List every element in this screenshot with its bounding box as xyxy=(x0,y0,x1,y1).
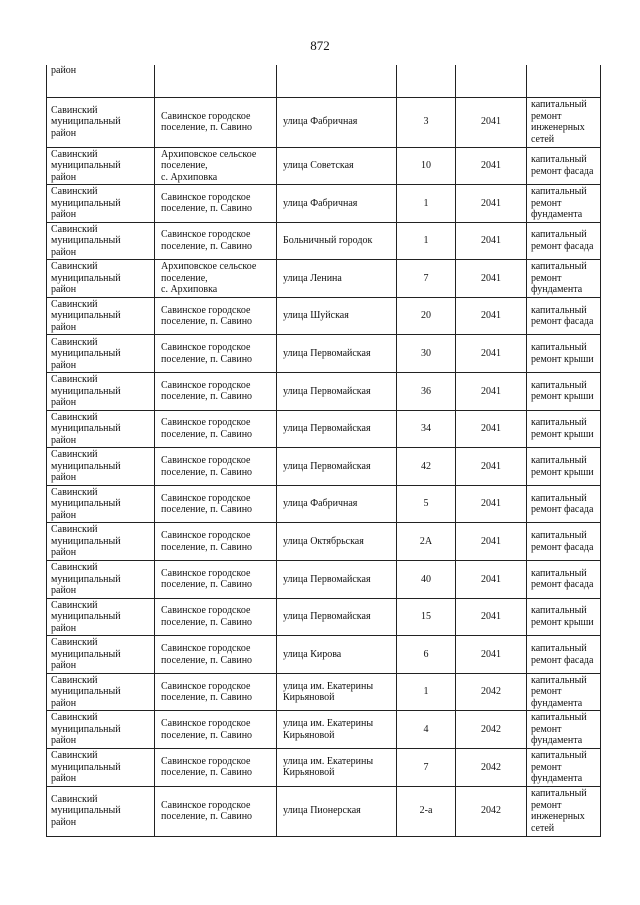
cell-year: 2041 xyxy=(456,97,527,147)
cell-house: 15 xyxy=(397,598,456,636)
cell-house xyxy=(397,65,456,97)
cell-house: 30 xyxy=(397,335,456,373)
cell-house: 1 xyxy=(397,185,456,223)
cell-settlement: Савинское городское поселение, п. Савино xyxy=(155,222,277,260)
cell-work: капитальный ремонт крыши xyxy=(527,448,601,486)
cell-settlement: Савинское городское поселение, п. Савино xyxy=(155,185,277,223)
table-row xyxy=(47,185,601,223)
cell-street: улица Кирова xyxy=(277,636,397,674)
cell-year: 2041 xyxy=(456,260,527,298)
cell-house: 2А xyxy=(397,523,456,561)
cell-street: улица Первомайская xyxy=(277,373,397,411)
cell-district: Савинский муниципальный район xyxy=(47,786,155,836)
cell-year: 2041 xyxy=(456,147,527,185)
cell-year: 2042 xyxy=(456,749,527,787)
repair-schedule-table xyxy=(46,65,601,837)
cell-settlement: Савинское городское поселение, п. Савино xyxy=(155,598,277,636)
cell-house: 6 xyxy=(397,636,456,674)
table-row xyxy=(47,410,601,448)
cell-settlement: Архиповское сельское поселение, с. Архиповка xyxy=(155,260,277,298)
cell-work: капитальный ремонт фасада xyxy=(527,297,601,335)
cell-street: улица Ленина xyxy=(277,260,397,298)
cell-street: Больничный городок xyxy=(277,222,397,260)
table-row xyxy=(47,260,601,298)
cell-house: 7 xyxy=(397,749,456,787)
cell-house: 1 xyxy=(397,673,456,711)
cell-settlement: Савинское городское поселение, п. Савино xyxy=(155,673,277,711)
table-row-continued xyxy=(47,65,601,97)
cell-house: 42 xyxy=(397,448,456,486)
cell-work: капитальный ремонт фасада xyxy=(527,485,601,523)
cell-settlement: Савинское городское поселение, п. Савино xyxy=(155,561,277,599)
cell-street: улица Фабричная xyxy=(277,97,397,147)
page-number: 872 xyxy=(310,38,330,53)
cell-street: улица Первомайская xyxy=(277,598,397,636)
table-row xyxy=(47,636,601,674)
cell-settlement: Савинское городское поселение, п. Савино xyxy=(155,448,277,486)
cell-district: Савинский муниципальный район xyxy=(47,222,155,260)
table-row xyxy=(47,485,601,523)
cell-settlement: Савинское городское поселение, п. Савино xyxy=(155,636,277,674)
cell-house: 4 xyxy=(397,711,456,749)
cell-street: улица им. Екатерины Кирьяновой xyxy=(277,749,397,787)
cell-street: улица им. Екатерины Кирьяновой xyxy=(277,711,397,749)
cell-work: капитальный ремонт крыши xyxy=(527,335,601,373)
cell-year: 2041 xyxy=(456,335,527,373)
cell-year: 2042 xyxy=(456,786,527,836)
cell-year: 2041 xyxy=(456,410,527,448)
cell-district: Савинский муниципальный район xyxy=(47,711,155,749)
cell-street: улица Первомайская xyxy=(277,561,397,599)
cell-district: Савинский муниципальный район xyxy=(47,297,155,335)
table-row xyxy=(47,373,601,411)
table-row xyxy=(47,561,601,599)
cell-settlement: Савинское городское поселение, п. Савино xyxy=(155,373,277,411)
cell-settlement: Савинское городское поселение, п. Савино xyxy=(155,297,277,335)
table-row xyxy=(47,335,601,373)
cell-work: капитальный ремонт крыши xyxy=(527,598,601,636)
table-row xyxy=(47,673,601,711)
cell-district: Савинский муниципальный район xyxy=(47,448,155,486)
table-row xyxy=(47,147,601,185)
cell-district: район xyxy=(47,65,155,97)
cell-work: капитальный ремонт фундамента xyxy=(527,711,601,749)
cell-street: улица Первомайская xyxy=(277,448,397,486)
cell-settlement: Савинское городское поселение, п. Савино xyxy=(155,335,277,373)
cell-district: Савинский муниципальный район xyxy=(47,673,155,711)
cell-house: 3 xyxy=(397,97,456,147)
cell-work: капитальный ремонт фундамента xyxy=(527,260,601,298)
cell-work: капитальный ремонт инженерных сетей xyxy=(527,786,601,836)
cell-house: 20 xyxy=(397,297,456,335)
cell-work: капитальный ремонт фундамента xyxy=(527,673,601,711)
cell-house: 5 xyxy=(397,485,456,523)
cell-street: улица им. Екатерины Кирьяновой xyxy=(277,673,397,711)
cell-year: 2041 xyxy=(456,598,527,636)
table-row xyxy=(47,297,601,335)
cell-street: улица Фабричная xyxy=(277,185,397,223)
cell-street: улица Октябрьская xyxy=(277,523,397,561)
cell-district: Савинский муниципальный район xyxy=(47,260,155,298)
cell-street: улица Шуйская xyxy=(277,297,397,335)
table-row xyxy=(47,786,601,836)
cell-house: 40 xyxy=(397,561,456,599)
cell-work: капитальный ремонт крыши xyxy=(527,410,601,448)
cell-street: улица Первомайская xyxy=(277,335,397,373)
cell-work: капитальный ремонт фасада xyxy=(527,147,601,185)
cell-settlement: Савинское городское поселение, п. Савино xyxy=(155,711,277,749)
cell-year: 2041 xyxy=(456,561,527,599)
cell-house: 36 xyxy=(397,373,456,411)
cell-street: улица Фабричная xyxy=(277,485,397,523)
table-row xyxy=(47,598,601,636)
cell-house: 1 xyxy=(397,222,456,260)
cell-district: Савинский муниципальный район xyxy=(47,636,155,674)
cell-year: 2042 xyxy=(456,711,527,749)
cell-year: 2041 xyxy=(456,373,527,411)
cell-work: капитальный ремонт инженерных сетей xyxy=(527,97,601,147)
cell-district: Савинский муниципальный район xyxy=(47,147,155,185)
cell-year: 2041 xyxy=(456,523,527,561)
cell-work: капитальный ремонт фасада xyxy=(527,523,601,561)
cell-work: капитальный ремонт фасада xyxy=(527,222,601,260)
cell-district: Савинский муниципальный район xyxy=(47,97,155,147)
cell-district: Савинский муниципальный район xyxy=(47,185,155,223)
cell-house: 10 xyxy=(397,147,456,185)
cell-year: 2041 xyxy=(456,485,527,523)
cell-settlement: Савинское городское поселение, п. Савино xyxy=(155,523,277,561)
cell-district: Савинский муниципальный район xyxy=(47,749,155,787)
cell-district: Савинский муниципальный район xyxy=(47,410,155,448)
cell-settlement: Савинское городское поселение, п. Савино xyxy=(155,749,277,787)
table-row xyxy=(47,749,601,787)
table-row xyxy=(47,448,601,486)
cell-house: 34 xyxy=(397,410,456,448)
cell-work xyxy=(527,65,601,97)
cell-house: 7 xyxy=(397,260,456,298)
cell-year: 2041 xyxy=(456,636,527,674)
cell-work: капитальный ремонт фасада xyxy=(527,561,601,599)
cell-settlement: Савинское городское поселение, п. Савино xyxy=(155,410,277,448)
cell-year: 2042 xyxy=(456,673,527,711)
cell-street: улица Первомайская xyxy=(277,410,397,448)
cell-year: 2041 xyxy=(456,185,527,223)
cell-year: 2041 xyxy=(456,448,527,486)
cell-settlement: Архиповское сельское поселение, с. Архиповка xyxy=(155,147,277,185)
cell-year xyxy=(456,65,527,97)
cell-district: Савинский муниципальный район xyxy=(47,373,155,411)
cell-settlement: Савинское городское поселение, п. Савино xyxy=(155,97,277,147)
cell-work: капитальный ремонт фасада xyxy=(527,636,601,674)
cell-settlement xyxy=(155,65,277,97)
cell-year: 2041 xyxy=(456,297,527,335)
cell-district: Савинский муниципальный район xyxy=(47,523,155,561)
cell-district: Савинский муниципальный район xyxy=(47,561,155,599)
cell-district: Савинский муниципальный район xyxy=(47,598,155,636)
cell-settlement: Савинское городское поселение, п. Савино xyxy=(155,485,277,523)
cell-year: 2041 xyxy=(456,222,527,260)
table-row xyxy=(47,523,601,561)
cell-house: 2-а xyxy=(397,786,456,836)
cell-district: Савинский муниципальный район xyxy=(47,485,155,523)
cell-settlement: Савинское городское поселение, п. Савино xyxy=(155,786,277,836)
cell-street: улица Советская xyxy=(277,147,397,185)
cell-street: улица Пионерская xyxy=(277,786,397,836)
table-row xyxy=(47,222,601,260)
table-row xyxy=(47,711,601,749)
cell-district: Савинский муниципальный район xyxy=(47,335,155,373)
cell-work: капитальный ремонт фундамента xyxy=(527,749,601,787)
table-row xyxy=(47,97,601,147)
cell-work: капитальный ремонт фундамента xyxy=(527,185,601,223)
cell-street xyxy=(277,65,397,97)
cell-work: капитальный ремонт крыши xyxy=(527,373,601,411)
